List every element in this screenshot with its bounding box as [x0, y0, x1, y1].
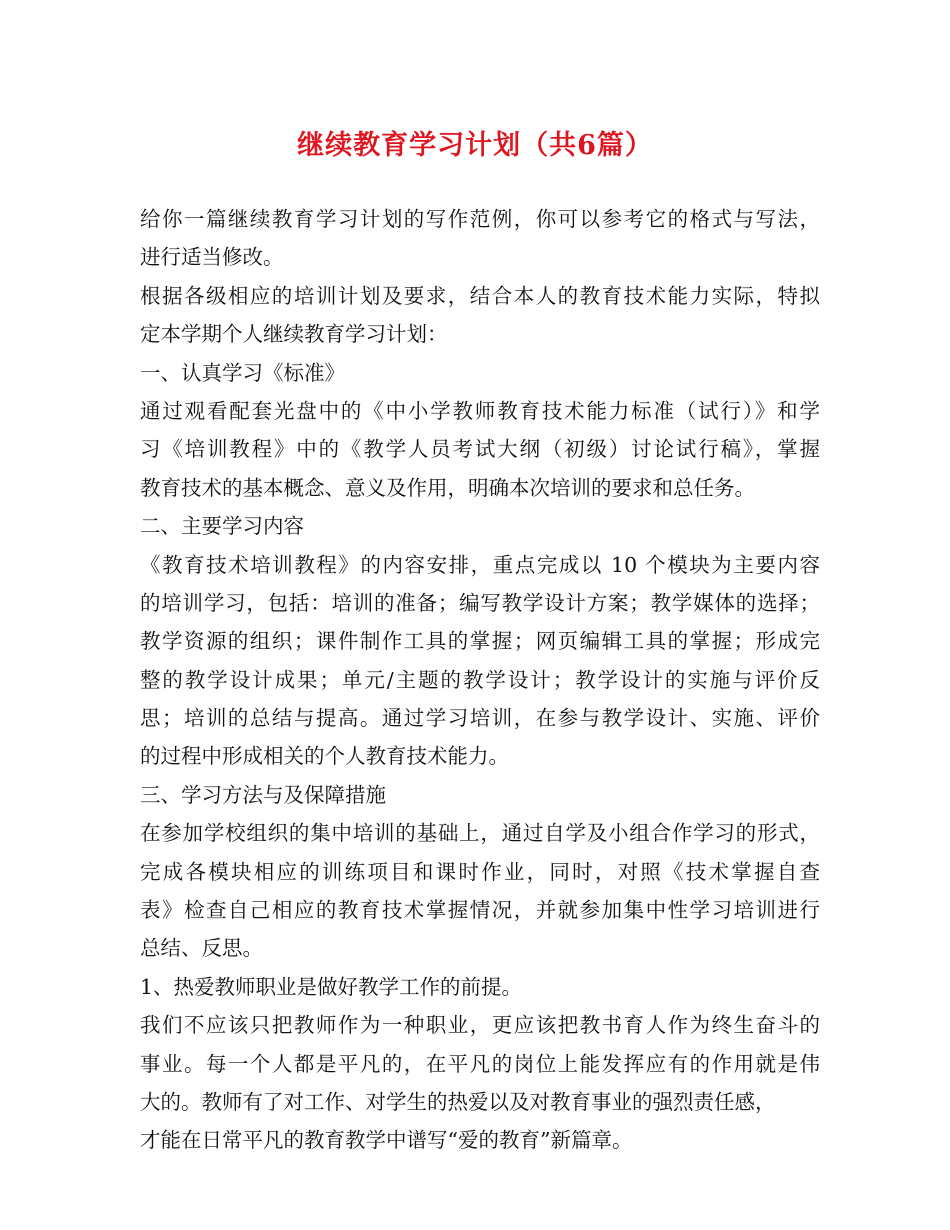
body-line: 总结、反思。: [140, 936, 263, 961]
body-line: 教学资源的组织；课件制作工具的掌握；网页编辑工具的掌握；形成完: [140, 629, 820, 654]
body-line: 教育技术的基本概念、意义及作用，明确本次培训的要求和总任务。: [140, 475, 755, 500]
body-line: 进行适当修改。: [140, 245, 284, 270]
body-line: 事业。每一个人都是平凡的，在平凡的岗位上能发挥应有的作用就是伟: [140, 1051, 820, 1076]
body-line: 在参加学校组织的集中培训的基础上，通过自学及小组合作学习的形式，: [140, 821, 820, 846]
document-body: [140, 200, 820, 1160]
body-line: 《教育技术培训教程》的内容安排，重点完成以 10 个模块为主要内容: [140, 552, 820, 577]
body-line: 的过程中形成相关的个人教育技术能力。: [140, 744, 509, 769]
numbered-heading: 1、热爱教师职业是做好教学工作的前提。: [140, 974, 523, 999]
body-line: 根据各级相应的培训计划及要求，结合本人的教育技术能力实际，特拟: [140, 283, 820, 308]
body-line: 完成各模块相应的训练项目和课时作业，同时，对照《技术掌握自查: [140, 859, 820, 884]
body-line: 我们不应该只把教师作为一种职业，更应该把教书育人作为终生奋斗的: [140, 1013, 820, 1038]
body-line: 才能在日常平凡的教育教学中谱写“爱的教育”新篇章。: [140, 1128, 633, 1153]
body-line: 通过观看配套光盘中的《中小学教师教育技术能力标准（试行）》和学: [140, 398, 820, 423]
body-line: 整的教学设计成果；单元/主题的教学设计；教学设计的实施与评价反: [140, 667, 820, 692]
body-line: 大的。教师有了对工作、对学生的热爱以及对教育事业的强烈责任感，: [140, 1089, 776, 1114]
section-heading: 二、主要学习内容: [140, 514, 304, 539]
section-heading: 一、认真学习《标准》: [140, 360, 345, 385]
body-line: 定本学期个人继续教育学习计划：: [140, 322, 448, 347]
body-line: 表》检查自己相应的教育技术掌握情况，并就参加集中性学习培训进行: [140, 898, 820, 923]
body-line: 给你一篇继续教育学习计划的写作范例，你可以参考它的格式与写法，: [140, 207, 820, 231]
document-title: 继续教育学习计划（共6篇）: [297, 130, 653, 161]
body-line: 习《培训教程》中的《教学人员考试大纲（初级）讨论试行稿》，掌握: [140, 437, 820, 462]
section-heading: 三、学习方法与及保障措施: [140, 782, 386, 807]
body-line: 思；培训的总结与提高。通过学习培训，在参与教学设计、实施、评价: [140, 706, 820, 731]
body-line: 的培训学习，包括：培训的准备；编写教学设计方案；教学媒体的选择；: [140, 590, 820, 615]
